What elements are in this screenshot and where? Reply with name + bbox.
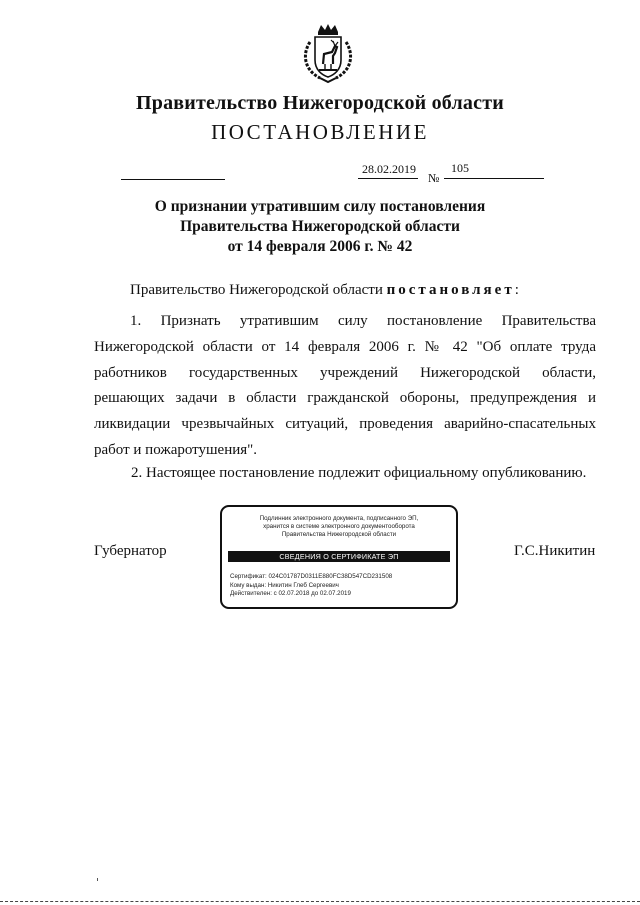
preamble [130,282,519,299]
date-line [358,178,418,179]
stamp-intro-line: Правительства Нижегородской области [281,531,397,538]
subject-line: Правительства Нижегородской области [180,218,460,235]
subject-line: от 14 февраля 2006 г. № 42 [227,238,413,255]
electronic-signature-stamp [220,505,458,609]
stamp-header: СВЕДЕНИЯ О СЕРТИФИКАТЕ ЭП [228,551,450,562]
document-type: ПОСТАНОВЛЕНИЕ [211,120,429,144]
document-number: 105 [451,161,469,175]
stamp-intro-line: Подлинник электронного документа, подписанного ЭП, [259,515,419,522]
stamp-issued-to: Кому выдан: Никитин Глеб Сергеевич [230,581,339,589]
signatory-title: Губернатор [94,543,167,559]
organization-title: Правительство Нижегородской области [136,92,504,114]
left-blank-line [121,179,225,180]
subject-line: О признании утратившим силу постановления [154,198,486,215]
number-line [444,178,544,179]
stamp-intro [222,515,456,539]
number-label: № [428,171,440,185]
item-2: 2. Настоящее постановление подлежит официальному опубликованию. [131,465,587,481]
preamble-prefix: Правительство Нижегородской области [130,282,387,298]
stamp-intro-line: хранится в системе электронного документооборота [263,523,415,530]
signatory-name: Г.С.Никитин [514,543,596,559]
scan-mark [97,878,98,881]
coat-of-arms-icon [298,22,358,84]
stamp-validity: Действителен: с 02.07.2018 до 02.07.2019 [230,590,351,597]
document-subject [0,197,640,257]
item-1: 1. Признать утратившим силу постановление Правительства Нижегородской области от 14 февраля 2006 г. № 42 "Об оплате труда работников государственных учреждений Нижегородской области, решающих задачи в области гражданской обороны, предупреждения и ликвидации чрезвычайных ситуаций, проведения аварийно-спасательных работ и пожаротушения". [94,313,596,458]
stamp-details [230,573,392,599]
preamble-suffix: : [514,282,519,298]
stamp-certificate: Сертификат: 024C01787D0311E880FC38D547CD231508 [230,573,393,580]
footer-dashes [0,901,640,902]
document-date: 28.02.2019 [362,162,416,176]
preamble-keyword: постановляет [386,282,515,298]
